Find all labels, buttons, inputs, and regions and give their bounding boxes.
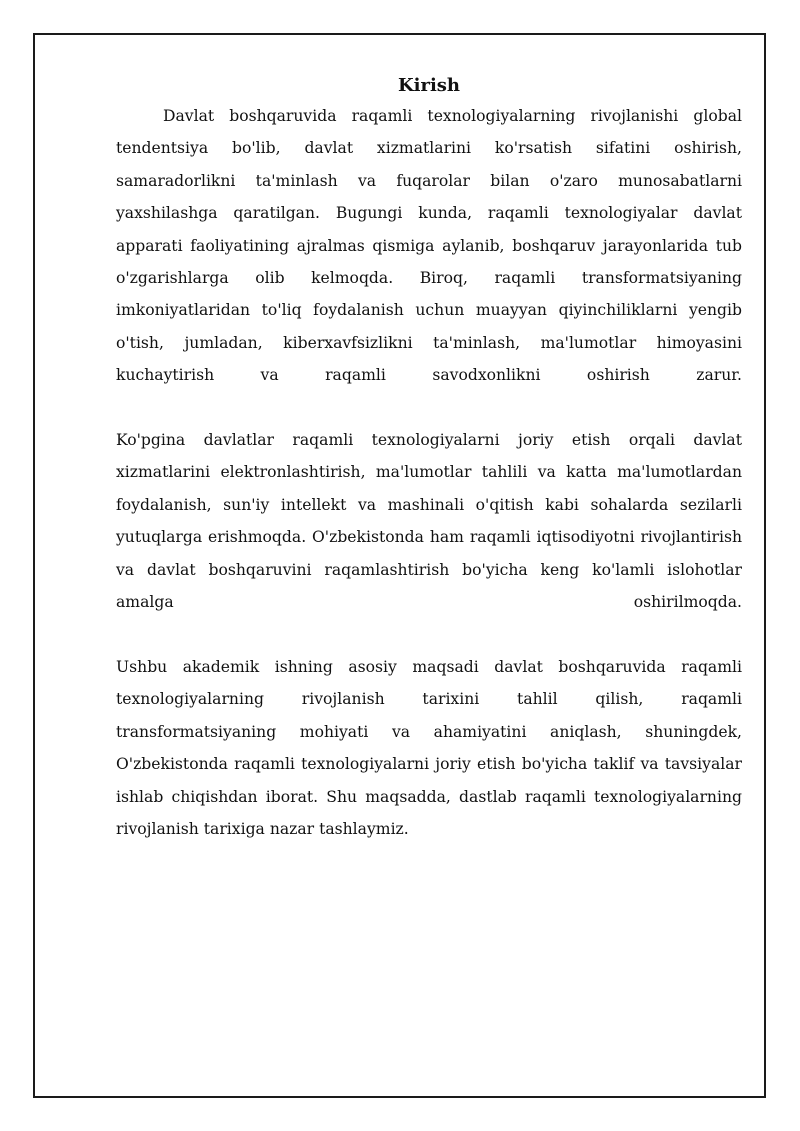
document-title: Kirish — [397, 75, 461, 96]
paragraph-gap — [116, 392, 742, 424]
paragraph-1: Davlat boshqaruvida raqamli texnologiyalarning rivojlanishi global tendentsiya bo'lib, davlat xizmatlarini ko'rsatish sifatini oshirish, samaradorlikni ta'minlash va fuqarolar bilan o'zaro munosabatlarni yaxshilashga qaratilgan. Bugungi kunda, raqamli texnologiyalar davlat apparati faoliyatining ajralmas qismiga aylanib, boshqaruv jarayonlarida tub o'zgarishlarga olib kelmoqda. Biroq, raqamli transformatsiyaning imkoniyatlaridan to'liq foydalanish uchun muayyan qiyinchiliklarni yengib o'tish, jumladan, kiberxavfsizlikni ta'minlash, ma'lumotlar himoyasini kuchaytirish va raqamli savodxonlikni oshirish zarur. — [116, 107, 742, 385]
paragraph-2: Ko'pgina davlatlar raqamli texnologiyalarni joriy etish orqali davlat xizmatlarini elektronlashtirish, ma'lumotlar tahlili va katta ma'lumotlardan foydalanish, sun'iy intellekt va mashinali o'qitish kabi sohalarda sezilarli yutuqlarga erishmoqda. O'zbekistonda ham raqamli iqtisodiyotni rivojlantirish va davlat boshqaruvini raqamlashtirish bo'yicha keng ko'lamli islohotlar amalga oshirilmoqda. — [116, 431, 742, 612]
document-body — [116, 74, 742, 845]
paragraph-gap — [116, 618, 742, 650]
paragraph-3: Ushbu akademik ishning asosiy maqsadi davlat boshqaruvida raqamli texnologiyalarning rivojlanish tarixini tahlil qilish, raqamli transformatsiyaning mohiyati va ahamiyatini aniqlash, shuningdek, O'zbekistonda raqamli texnologiyalarni joriy etish bo'yicha taklif va tavsiyalar ishlab chiqishdan iborat. Shu maqsadda, dastlab raqamli texnologiyalarning rivojlanish tarixiga nazar tashlaymiz. — [116, 657, 742, 838]
